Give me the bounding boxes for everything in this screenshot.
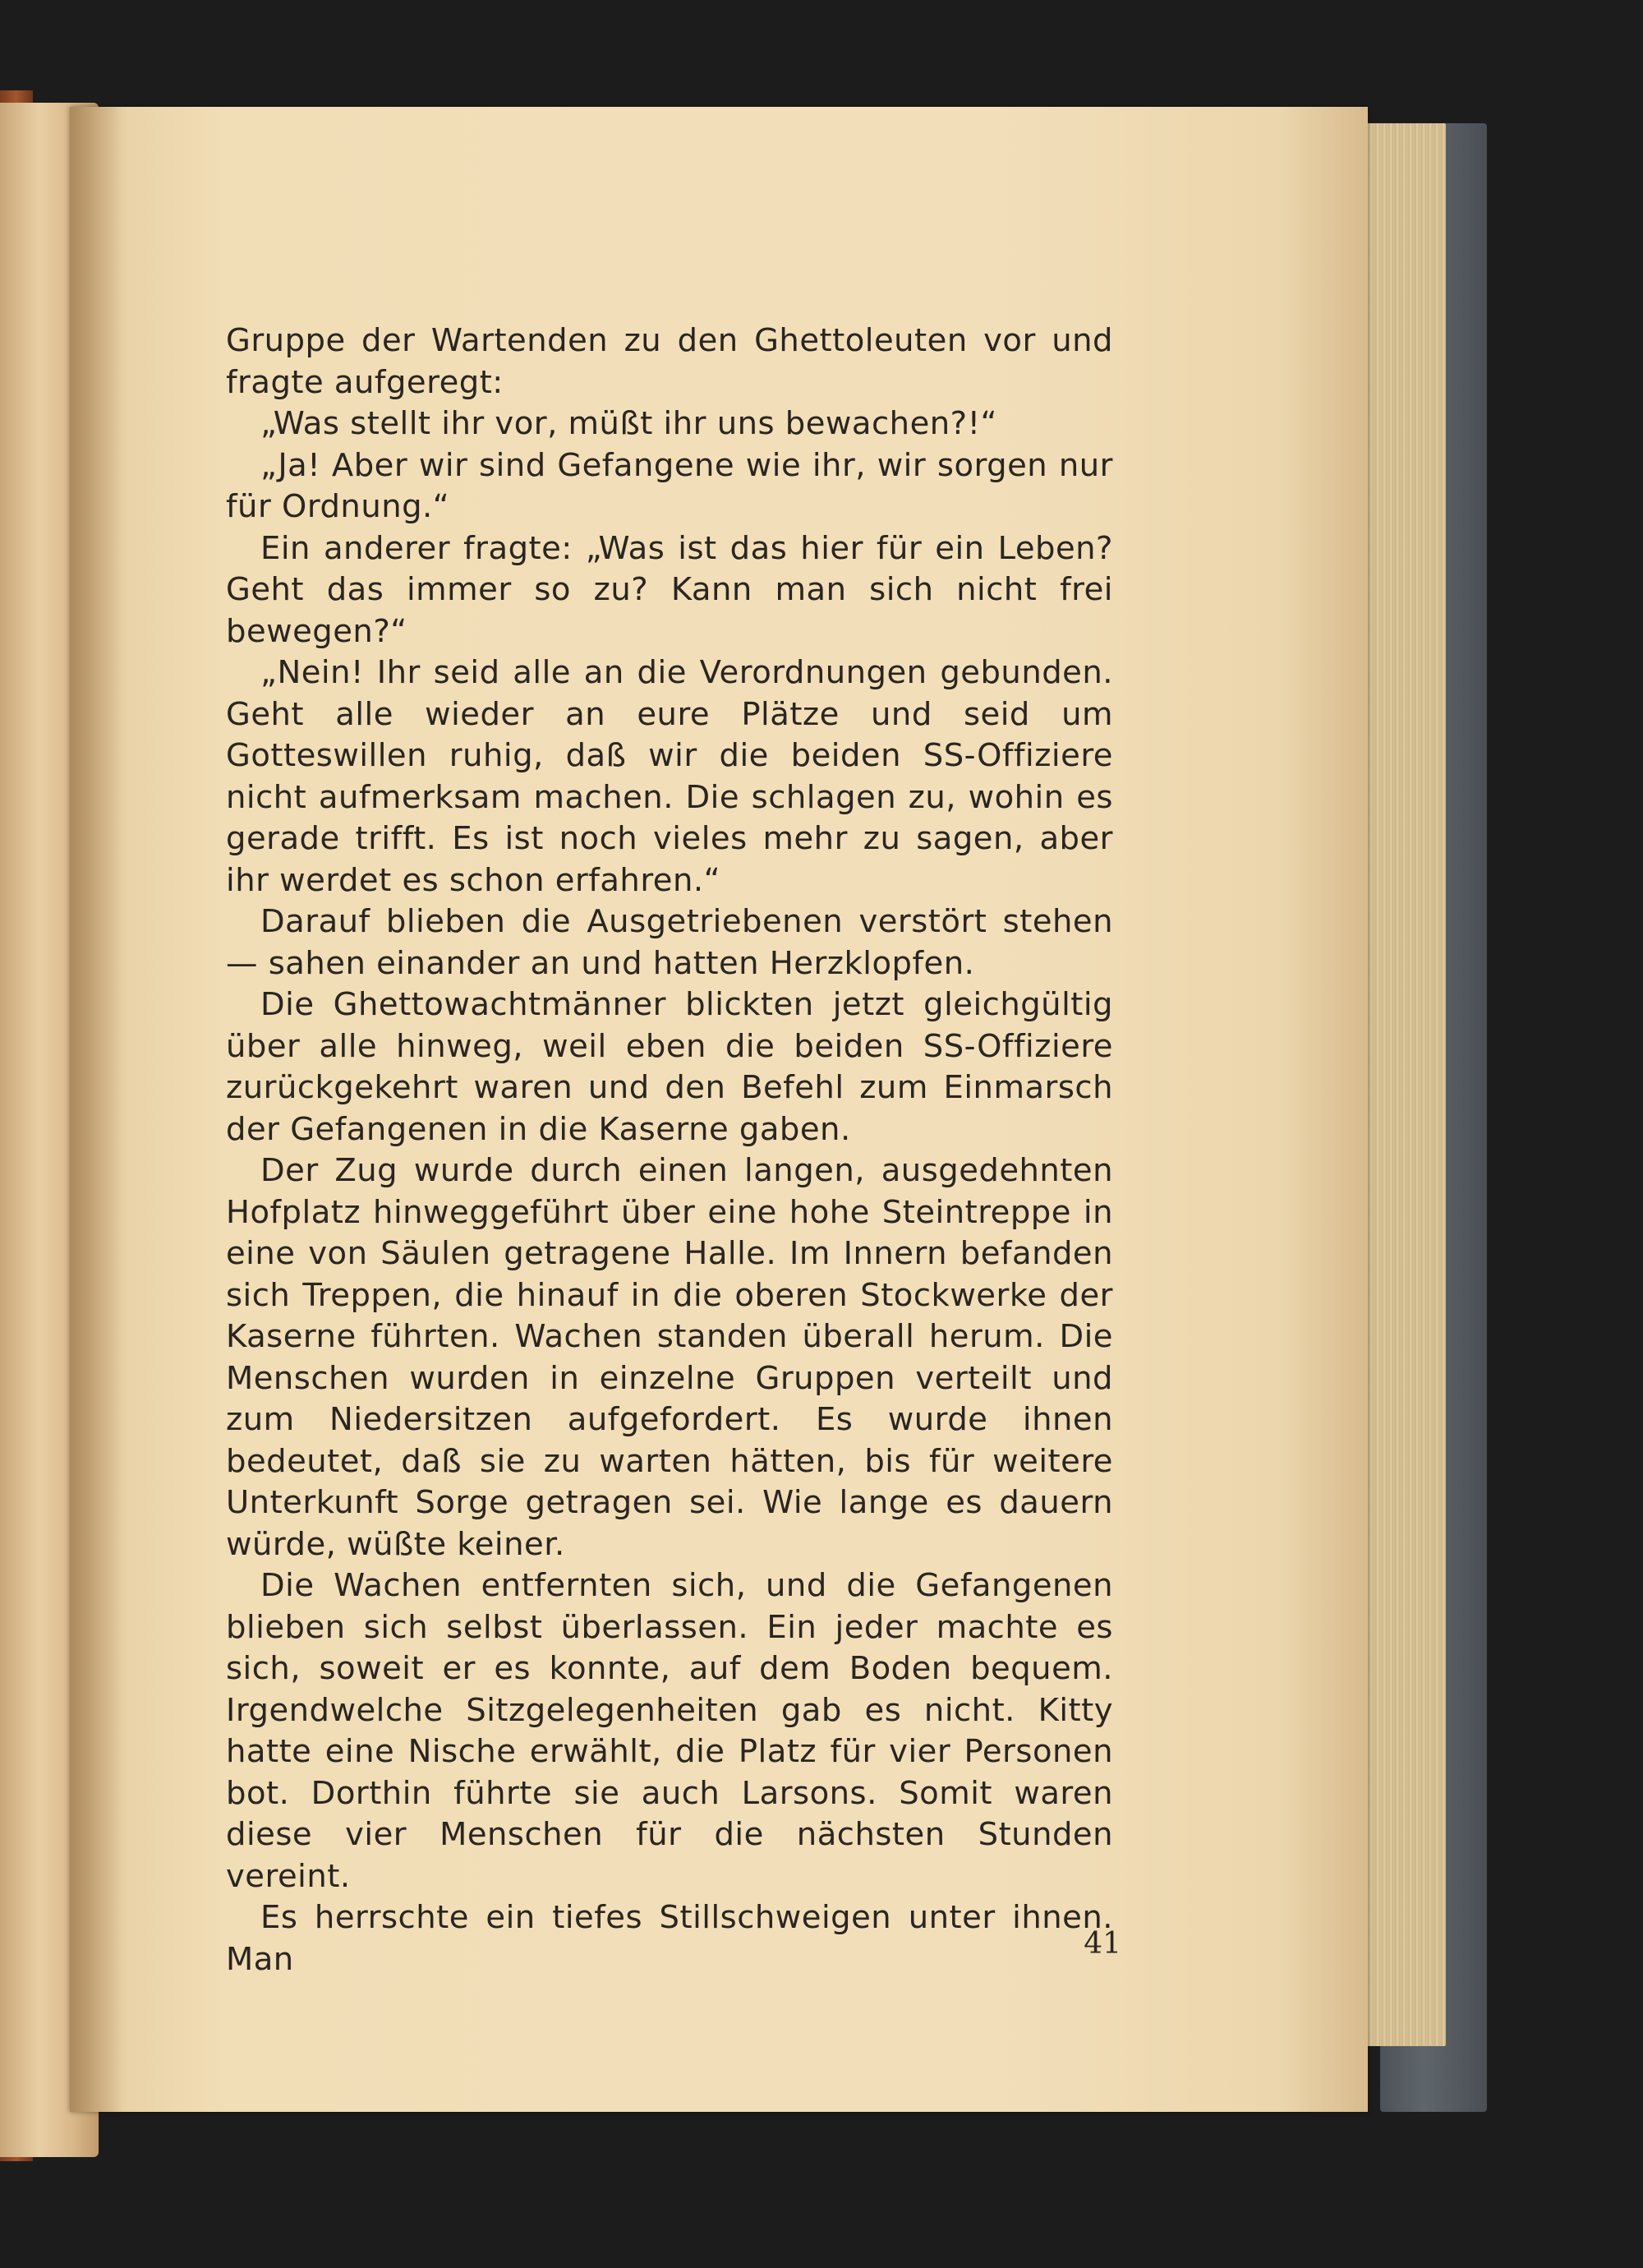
paragraph: Darauf blieben die Ausgetriebenen verstört stehen — sahen einander an und hatten Herzklopfen. xyxy=(226,903,1113,982)
paragraph: „Nein! Ihr seid alle an die Verordnungen gebunden. Geht alle wieder an eure Plätze und seid um Gotteswillen ruhig, daß wir die beiden SS-Offiziere nicht aufmerksam machen. Die schlagen zu, wohin es gerade trifft. Es ist noch vieles mehr zu sagen, aber ihr werdet es schon erfahren.“ xyxy=(226,654,1113,899)
paragraph: „Ja! Aber wir sind Gefangene wie ihr, wir sorgen nur für Ordnung.“ xyxy=(226,446,1113,525)
page-number: 41 xyxy=(1084,1927,1121,1961)
body-text xyxy=(226,320,1113,1980)
paragraph: Gruppe der Wartenden zu den Ghettoleuten vor und fragte aufgeregt: xyxy=(226,322,1113,401)
paragraph: Der Zug wurde durch einen langen, ausgedehnten Hofplatz hinweggeführt über eine hohe Steintreppe in eine von Säulen getragene Halle. Im Innern befanden sich Treppen, die hinauf in die oberen Stockwerke der Kaserne führten. Wachen standen überall herum. Die Menschen wurden in einzelne Gruppen verteilt und zum Niedersitzen aufgefordert. Es wurde ihnen bedeutet, daß sie zu warten hätten, bis für weitere Unterkunft Sorge getragen sei. Wie lange es dauern würde, wüßte keiner. xyxy=(226,1152,1113,1563)
paragraph: Es herrschte ein tiefes Stillschweigen unter ihnen. Man xyxy=(226,1899,1113,1978)
paragraph: „Was stellt ihr vor, müßt ihr uns bewachen?!“ xyxy=(260,405,997,442)
paragraph: Die Wachen entfernten sich, und die Gefangenen blieben sich selbst überlassen. Ein jeder machte es sich, soweit er es konnte, auf dem Boden bequem. Irgendwelche Sitzgelegenheiten gab es nicht. Kitty hatte eine Nische erwählt, die Platz für vier Personen bot. Dorthin führte sie auch Larsons. Somit waren diese vier Menschen für die nächsten Stunden vereint. xyxy=(226,1567,1113,1895)
paragraph: Die Ghettowachtmänner blickten jetzt gleichgültig über alle hinweg, weil eben die beiden SS-Offiziere zurückgekehrt waren und den Befehl zum Einmarsch der Gefangenen in die Kaserne gaben. xyxy=(226,986,1113,1148)
gutter-shadow xyxy=(70,107,127,2112)
paragraph: Ein anderer fragte: „Was ist das hier für ein Leben? Geht das immer so zu? Kann man sich nicht frei bewegen?“ xyxy=(226,529,1113,650)
